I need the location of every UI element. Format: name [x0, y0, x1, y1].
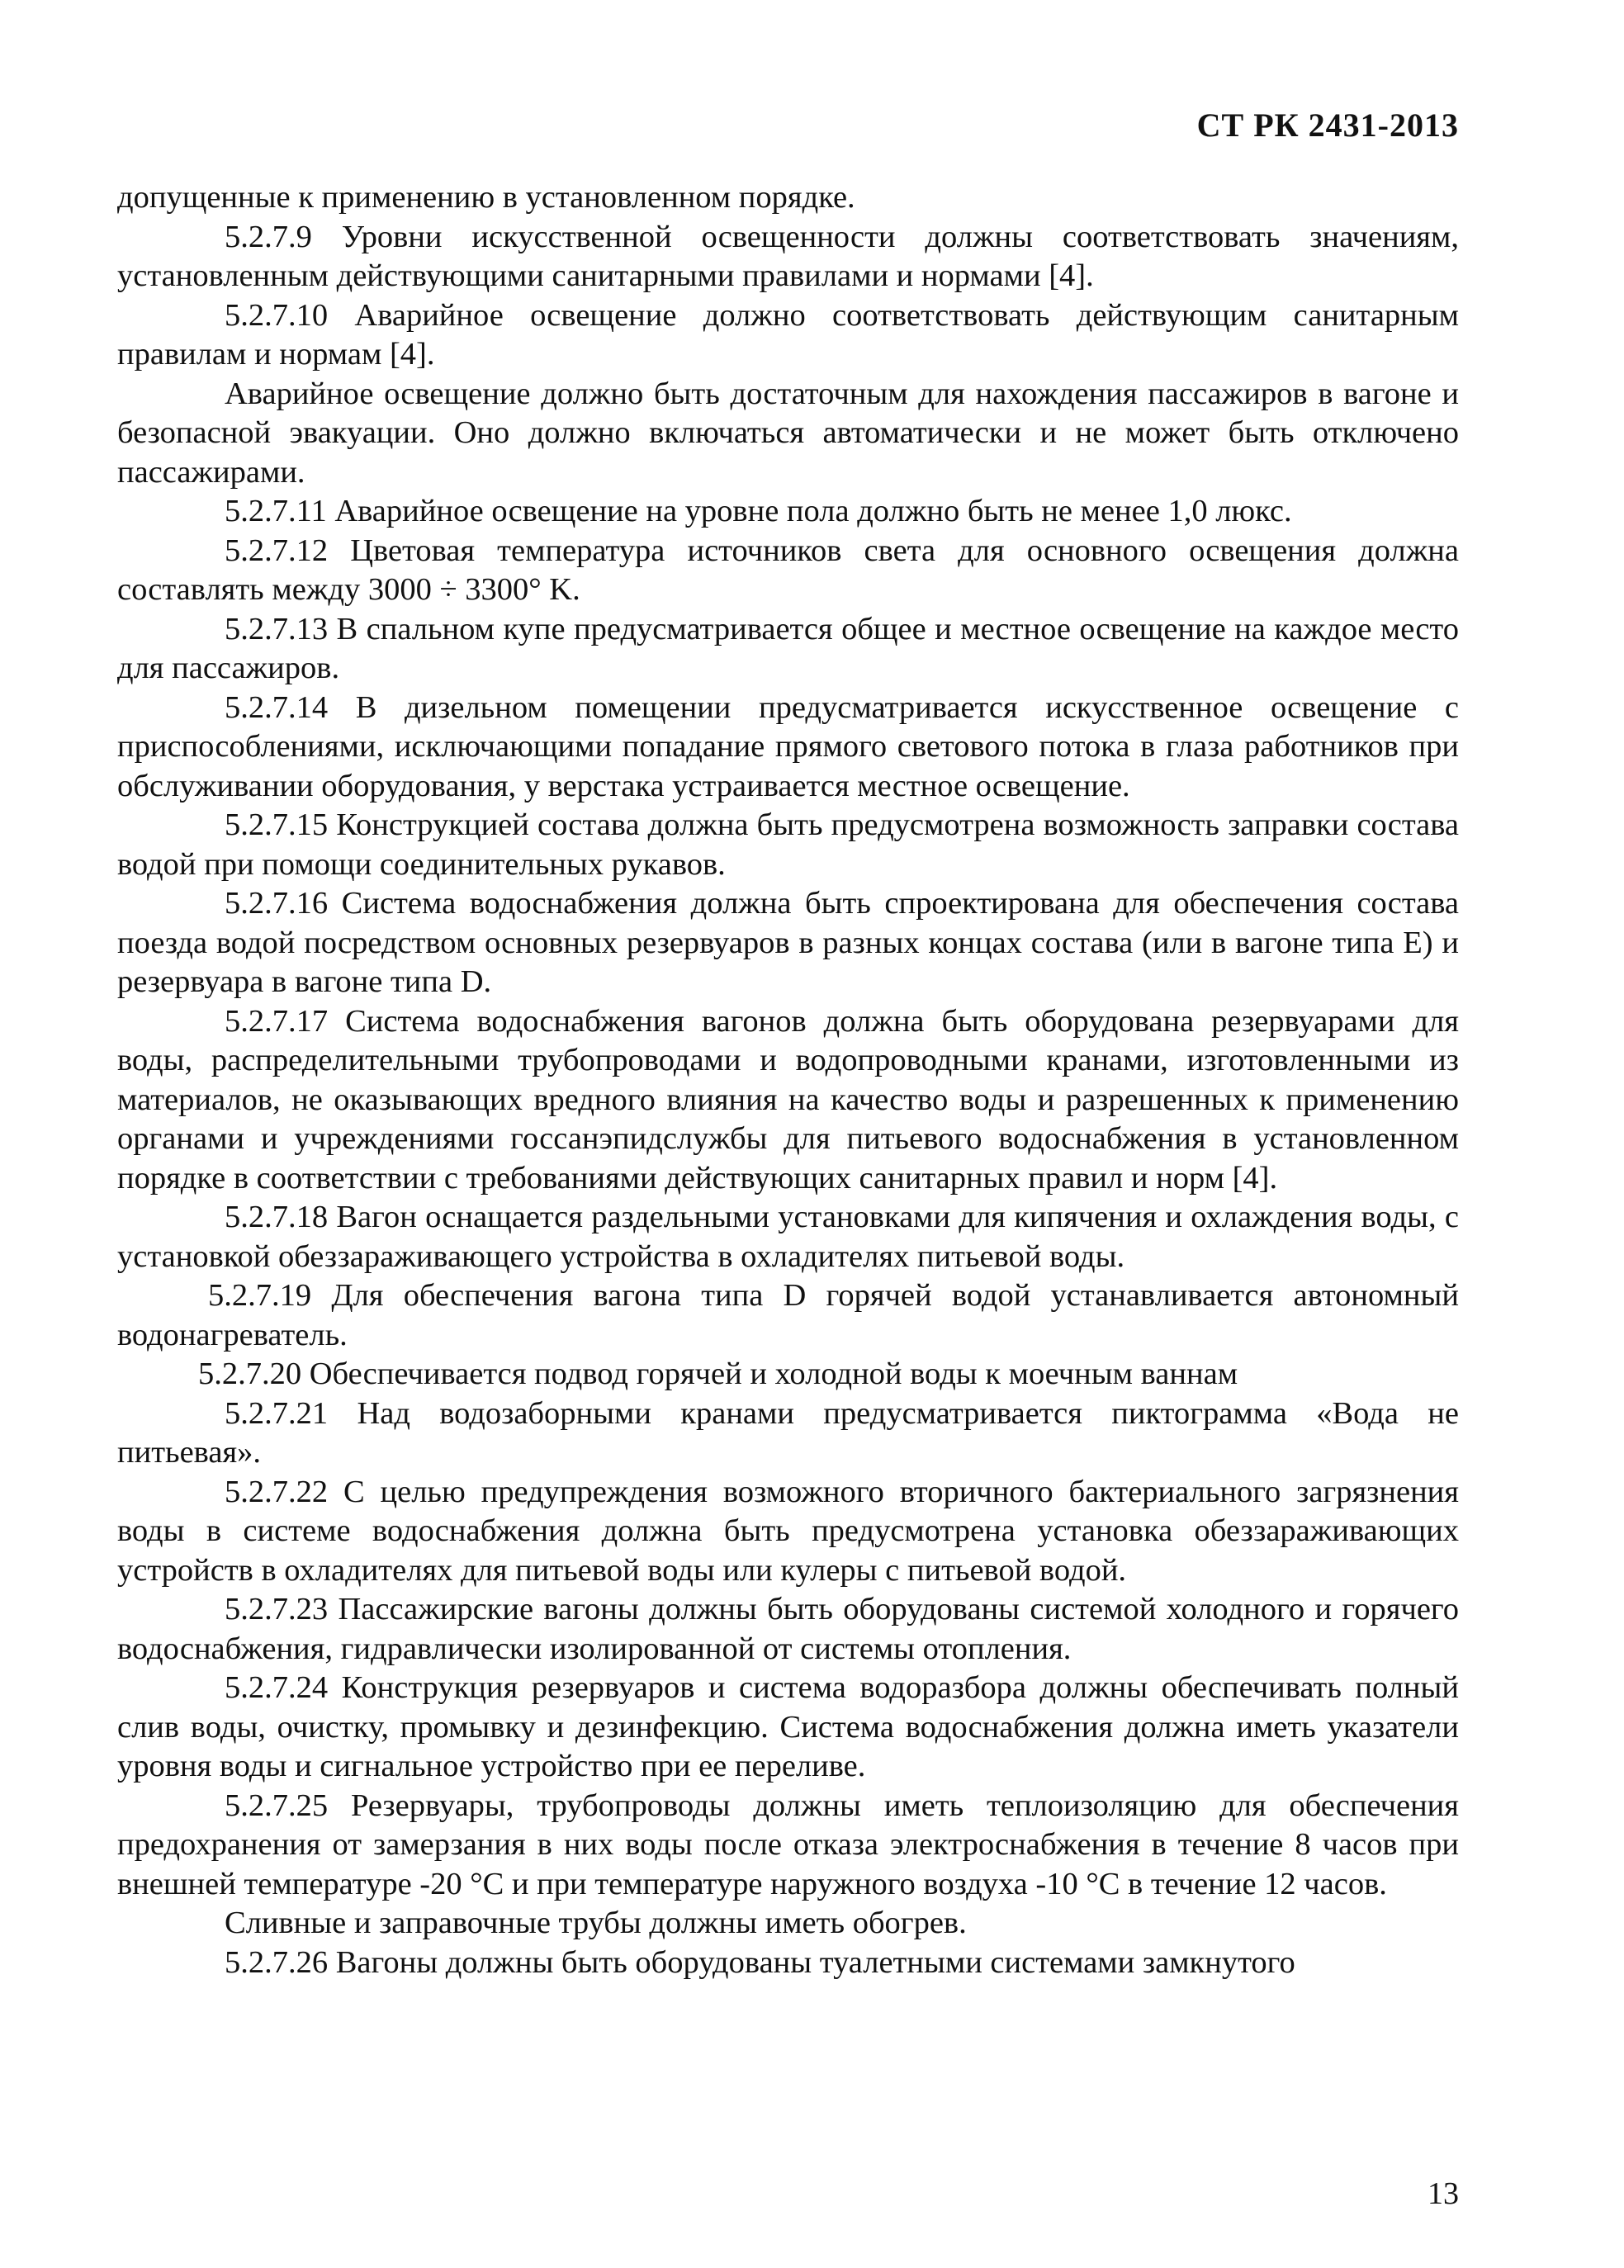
paragraph-5-2-7-11: 5.2.7.11 Аварийное освещение на уровне пола должно быть не менее 1,0 люкс.	[225, 494, 1292, 528]
paragraph-emergency-lighting: Аварийное освещение должно быть достаточным для нахождения пассажиров в вагоне и безопасной эвакуации. Оно должно включаться автоматически и не может быть отключено пассажирами.	[117, 376, 1459, 490]
paragraph-5-2-7-22: 5.2.7.22 С целью предупреждения возможного вторичного бактериального загрязнения воды в системе водоснабжения должна быть предусмотрена установка обеззараживающих устройств в охладителях для питьевой воды или кулеры с питьевой водой.	[117, 1474, 1459, 1588]
paragraph-5-2-7-26: 5.2.7.26 Вагоны должны быть оборудованы туалетными системами замкнутого	[225, 1944, 1295, 1980]
paragraph-5-2-7-20: 5.2.7.20 Обеспечивается подвод горячей и холодной воды к моечным ваннам	[198, 1357, 1238, 1391]
paragraph-5-2-7-16: 5.2.7.16 Система водоснабжения должна быть спроектирована для обеспечения состава поезда водой посредством основных резервуаров в разных концах состава (или в вагоне типа E) и резервуара в вагоне типа D.	[117, 886, 1459, 999]
paragraph-5-2-7-18: 5.2.7.18 Вагон оснащается раздельными установками для кипячения и охлаждения воды, с установкой обеззараживающего устройства в охладителях питьевой воды.	[117, 1200, 1459, 1274]
paragraph-5-2-7-14: 5.2.7.14 В дизельном помещении предусматривается искусственное освещение с приспособлениями, исключающими попадание прямого светового потока в глаза работников при обслуживании оборудования, у верстака устраивается местное освещение.	[117, 689, 1459, 803]
paragraph-5-2-7-21: 5.2.7.21 Над водозаборными кранами предусматривается пиктограмма «Вода не питьевая».	[117, 1395, 1459, 1470]
document-code: СТ РК 2431-2013	[1196, 107, 1459, 144]
paragraph-5-2-7-17: 5.2.7.17 Система водоснабжения вагонов должна быть оборудована резервуарами для воды, распределительными трубопроводами и водопроводными кранами, изготовленными из материалов, не оказывающих вредного влияния на качество воды и разрешенных к применению органами и учреждениями госсанэпидслужбы для питьевого водоснабжения в установленном порядке в соответствии с требованиями действующих санитарных правил и норм [4].	[117, 1003, 1459, 1196]
paragraph-continuation: допущенные к применению в установленном порядке.	[117, 180, 855, 215]
paragraph-5-2-7-24: 5.2.7.24 Конструкция резервуаров и система водоразбора должны обеспечивать полный слив воды, очистку, промывку и дезинфекцию. Система водоснабжения должна иметь указатели уровня воды и сигнальное устройство при ее переливе.	[117, 1670, 1459, 1783]
body-text	[117, 178, 1459, 1982]
paragraph-5-2-7-13: 5.2.7.13 В спальном купе предусматривается общее и местное освещение на каждое место для пассажиров.	[117, 611, 1459, 685]
paragraph-5-2-7-12: 5.2.7.12 Цветовая температура источников света для основного освещения должна составлять между 3000 ÷ 3300° K.	[117, 533, 1459, 607]
paragraph-5-2-7-23: 5.2.7.23 Пассажирские вагоны должны быть оборудованы системой холодного и горячего водоснабжения, гидравлически изолированной от системы отопления.	[117, 1592, 1459, 1666]
paragraph-5-2-7-15: 5.2.7.15 Конструкцией состава должна быть предусмотрена возможность заправки состава водой при помощи соединительных рукавов.	[117, 807, 1459, 882]
paragraph-5-2-7-10: 5.2.7.10 Аварийное освещение должно соответствовать действующим санитарным правилам и нормам [4].	[117, 297, 1459, 372]
paragraph-5-2-7-9: 5.2.7.9 Уровни искусственной освещенности должны соответствовать значениям, установленным действующими санитарными правилами и нормами [4].	[117, 219, 1459, 293]
page-number: 13	[1428, 2176, 1459, 2211]
paragraph-5-2-7-25: 5.2.7.25 Резервуары, трубопроводы должны иметь теплоизоляцию для обеспечения предохранения от замерзания в них воды после отказа электроснабжения в течение 8 часов при внешней температуре -20 °С и при температуре наружного воздуха -10 °С в течение 12 часов.	[117, 1787, 1459, 1901]
paragraph-5-2-7-19: 5.2.7.19 Для обеспечения вагона типа D горячей водой устанавливается автономный водонагреватель.	[117, 1278, 1459, 1352]
paragraph-drain-pipes: Сливные и заправочные трубы должны иметь обогрев.	[225, 1906, 967, 1940]
